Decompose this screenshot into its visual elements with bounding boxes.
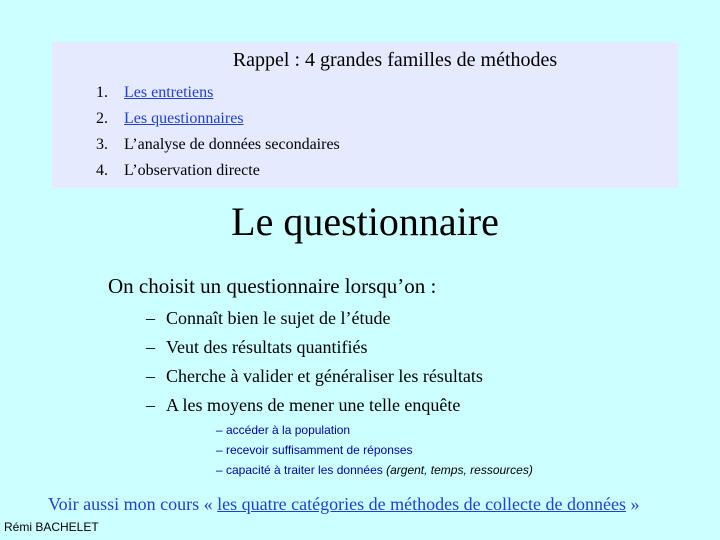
- subpoint-access: – accéder à la population: [216, 423, 351, 437]
- see-also-link[interactable]: les quatre catégories de méthodes de collecte de données: [217, 494, 626, 514]
- subpoint-responses: – recevoir suffisamment de réponses: [216, 443, 413, 457]
- recap-item[interactable]: [96, 106, 340, 132]
- recap-item-number: 4.: [96, 162, 108, 179]
- dash-bullet: –: [146, 366, 155, 386]
- recap-box: [52, 42, 678, 188]
- recap-link-entretiens[interactable]: Les entretiens: [124, 84, 214, 101]
- criteria-label: Veut des résultats quantifiés: [166, 337, 368, 357]
- recap-title: Rappel : 4 grandes familles de méthodes: [232, 49, 558, 71]
- recap-item-number: 3.: [96, 136, 108, 153]
- subpoint-list: [216, 420, 533, 480]
- recap-item-label: L’observation directe: [124, 162, 260, 179]
- recap-item: [96, 158, 340, 184]
- criteria-label: Cherche à valider et généraliser les résultats: [166, 366, 483, 386]
- see-also-prefix: Voir aussi mon cours «: [48, 494, 218, 514]
- recap-item[interactable]: [96, 80, 340, 106]
- criteria-list: [146, 304, 483, 420]
- see-also-line: [48, 494, 640, 515]
- slide-title: Le questionnaire: [231, 199, 499, 244]
- dash-bullet: –: [146, 337, 155, 357]
- recap-item-number: 1.: [96, 84, 108, 101]
- dash-bullet: –: [146, 395, 155, 415]
- intro-text: On choisit un questionnaire lorsqu’on :: [108, 274, 437, 298]
- subpoint-capacity-label: – capacité à traiter les données: [216, 463, 387, 477]
- criteria-item: [146, 304, 483, 333]
- criteria-item: [146, 333, 483, 362]
- recap-item-number: 2.: [96, 110, 108, 127]
- author-credit: Rémi BACHELET: [4, 520, 99, 534]
- recap-item: [96, 132, 340, 158]
- see-also-suffix: »: [626, 494, 640, 514]
- criteria-item: [146, 391, 483, 420]
- subpoint-capacity-detail: (argent, temps, ressources): [386, 463, 533, 477]
- criteria-label: A les moyens de mener une telle enquête: [166, 395, 461, 415]
- recap-item-label: L’analyse de données secondaires: [124, 136, 340, 153]
- dash-bullet: –: [146, 308, 155, 328]
- criteria-item: [146, 362, 483, 391]
- criteria-label: Connaît bien le sujet de l’étude: [166, 308, 391, 328]
- recap-link-questionnaires[interactable]: Les questionnaires: [124, 110, 244, 127]
- subpoint-capacity: [216, 460, 533, 480]
- recap-list: [96, 80, 340, 184]
